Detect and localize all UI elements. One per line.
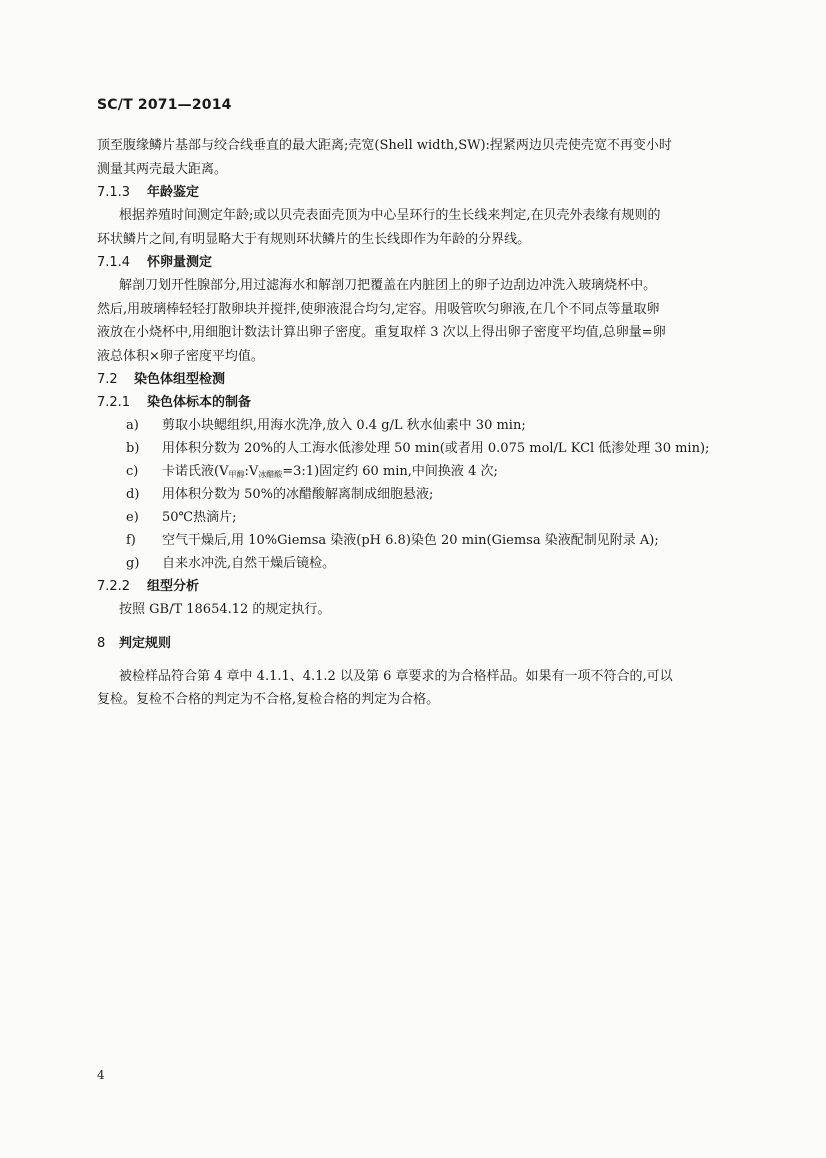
list-item-text: 空气干燥后,用 10%Giemsa 染液(pH 6.8)染色 20 min(Giemsa 染液配制见附录 A); [162,533,659,548]
heading-number: 7.1.4 [97,255,131,270]
paragraph-line: 被检样品符合第 4 章中 4.1.1、4.1.2 以及第 6 章要求的为合格样品。如果有一项不符合的,可以 [119,669,673,684]
list-item-text: 自来水冲洗,自然干燥后镜检。 [162,556,336,571]
heading-7-2 [97,368,225,391]
paragraph-line: 液放在小烧杯中,用细胞计数法计算出卵子密度。重复取样 3 次以上得出卵子密度平均值,总卵量=卵 [97,325,666,340]
list-item-text-post: =3:1)固定约 60 min,中间换液 4 次; [282,464,498,479]
heading-7-1-3 [97,181,199,204]
list-item [126,414,526,437]
heading-7-2-1 [97,391,251,414]
heading-title: 判定规则 [119,636,172,651]
heading-title: 年龄鉴定 [147,185,200,200]
list-item-text-pre: 卡诺氏液(V [162,464,229,479]
list-item-label: b) [126,441,140,456]
list-item-text: 剪取小块鳃组织,用海水洗净,放入 0.4 g/L 秋水仙素中 30 min; [162,418,526,433]
paragraph-line: 环状鳞片之间,有明显略大于有规则环状鳞片的生长线即作为年龄的分界线。 [97,232,531,247]
list-item [126,437,709,460]
heading-title: 染色体组型检测 [134,372,226,387]
list-item-label: d) [126,487,140,502]
paragraph-line: 根据养殖时间测定年龄;或以贝壳表面壳顶为中心呈环行的生长线来判定,在贝壳外表缘有规则的 [119,208,661,223]
paragraph-line: 然后,用玻璃棒轻轻打散卵块并搅拌,使卵液混合均匀,定容。用吸管吹匀卵液,在几个不同点等量取卵 [97,302,660,317]
subscript-methanol: 甲醇 [228,470,245,479]
heading-8 [97,632,171,655]
list-item-text: 用体积分数为 20%的人工海水低渗处理 50 min(或者用 0.075 mol/L KCl 低渗处理 30 min); [162,441,710,456]
list-item [126,506,236,529]
list-item-text: 50℃热滴片; [162,510,237,525]
list-item-label: c) [126,464,139,479]
heading-7-1-4 [97,251,212,274]
heading-number: 7.2 [97,372,118,387]
paragraph-line: 复检。复检不合格的判定为不合格,复检合格的判定为合格。 [97,692,440,707]
list-item-label: a) [126,418,139,433]
list-item [126,552,335,575]
paragraph-line: 按照 GB/T 18654.12 的规定执行。 [119,602,331,617]
heading-title: 染色体标本的制备 [147,395,252,410]
heading-number: 8 [97,636,106,651]
list-item-label: e) [126,510,139,525]
paragraph-line: 解剖刀划开性腺部分,用过滤海水和解剖刀把覆盖在内脏团上的卵子边刮边冲洗入玻璃烧杯中。 [119,278,657,293]
paragraph-line: 液总体积×卵子密度平均值。 [97,349,264,364]
heading-title: 怀卵量测定 [147,255,213,270]
list-item-text-mid: :V [244,464,259,479]
heading-7-2-2 [97,575,199,598]
heading-title: 组型分析 [147,579,200,594]
heading-number: 7.2.2 [97,579,131,594]
list-item [126,529,659,552]
list-item-label: f) [126,533,136,548]
heading-number: 7.2.1 [97,395,131,410]
page-number: 4 [97,1068,105,1082]
list-item-label: g) [126,556,140,571]
heading-number: 7.1.3 [97,185,131,200]
list-item-text: 用体积分数为 50%的冰醋酸解离制成细胞悬液; [162,487,434,502]
paragraph-line: 顶至腹缘鳞片基部与绞合线垂直的最大距离;壳宽(Shell width,SW):捏紧两边贝壳使壳宽不再变小时 [97,138,672,153]
list-item [126,483,433,506]
paragraph-line: 测量其两壳最大距离。 [97,162,228,177]
subscript-acetic-acid: 冰醋酸 [258,470,283,479]
standard-code-header: SC/T 2071—2014 [97,97,232,113]
